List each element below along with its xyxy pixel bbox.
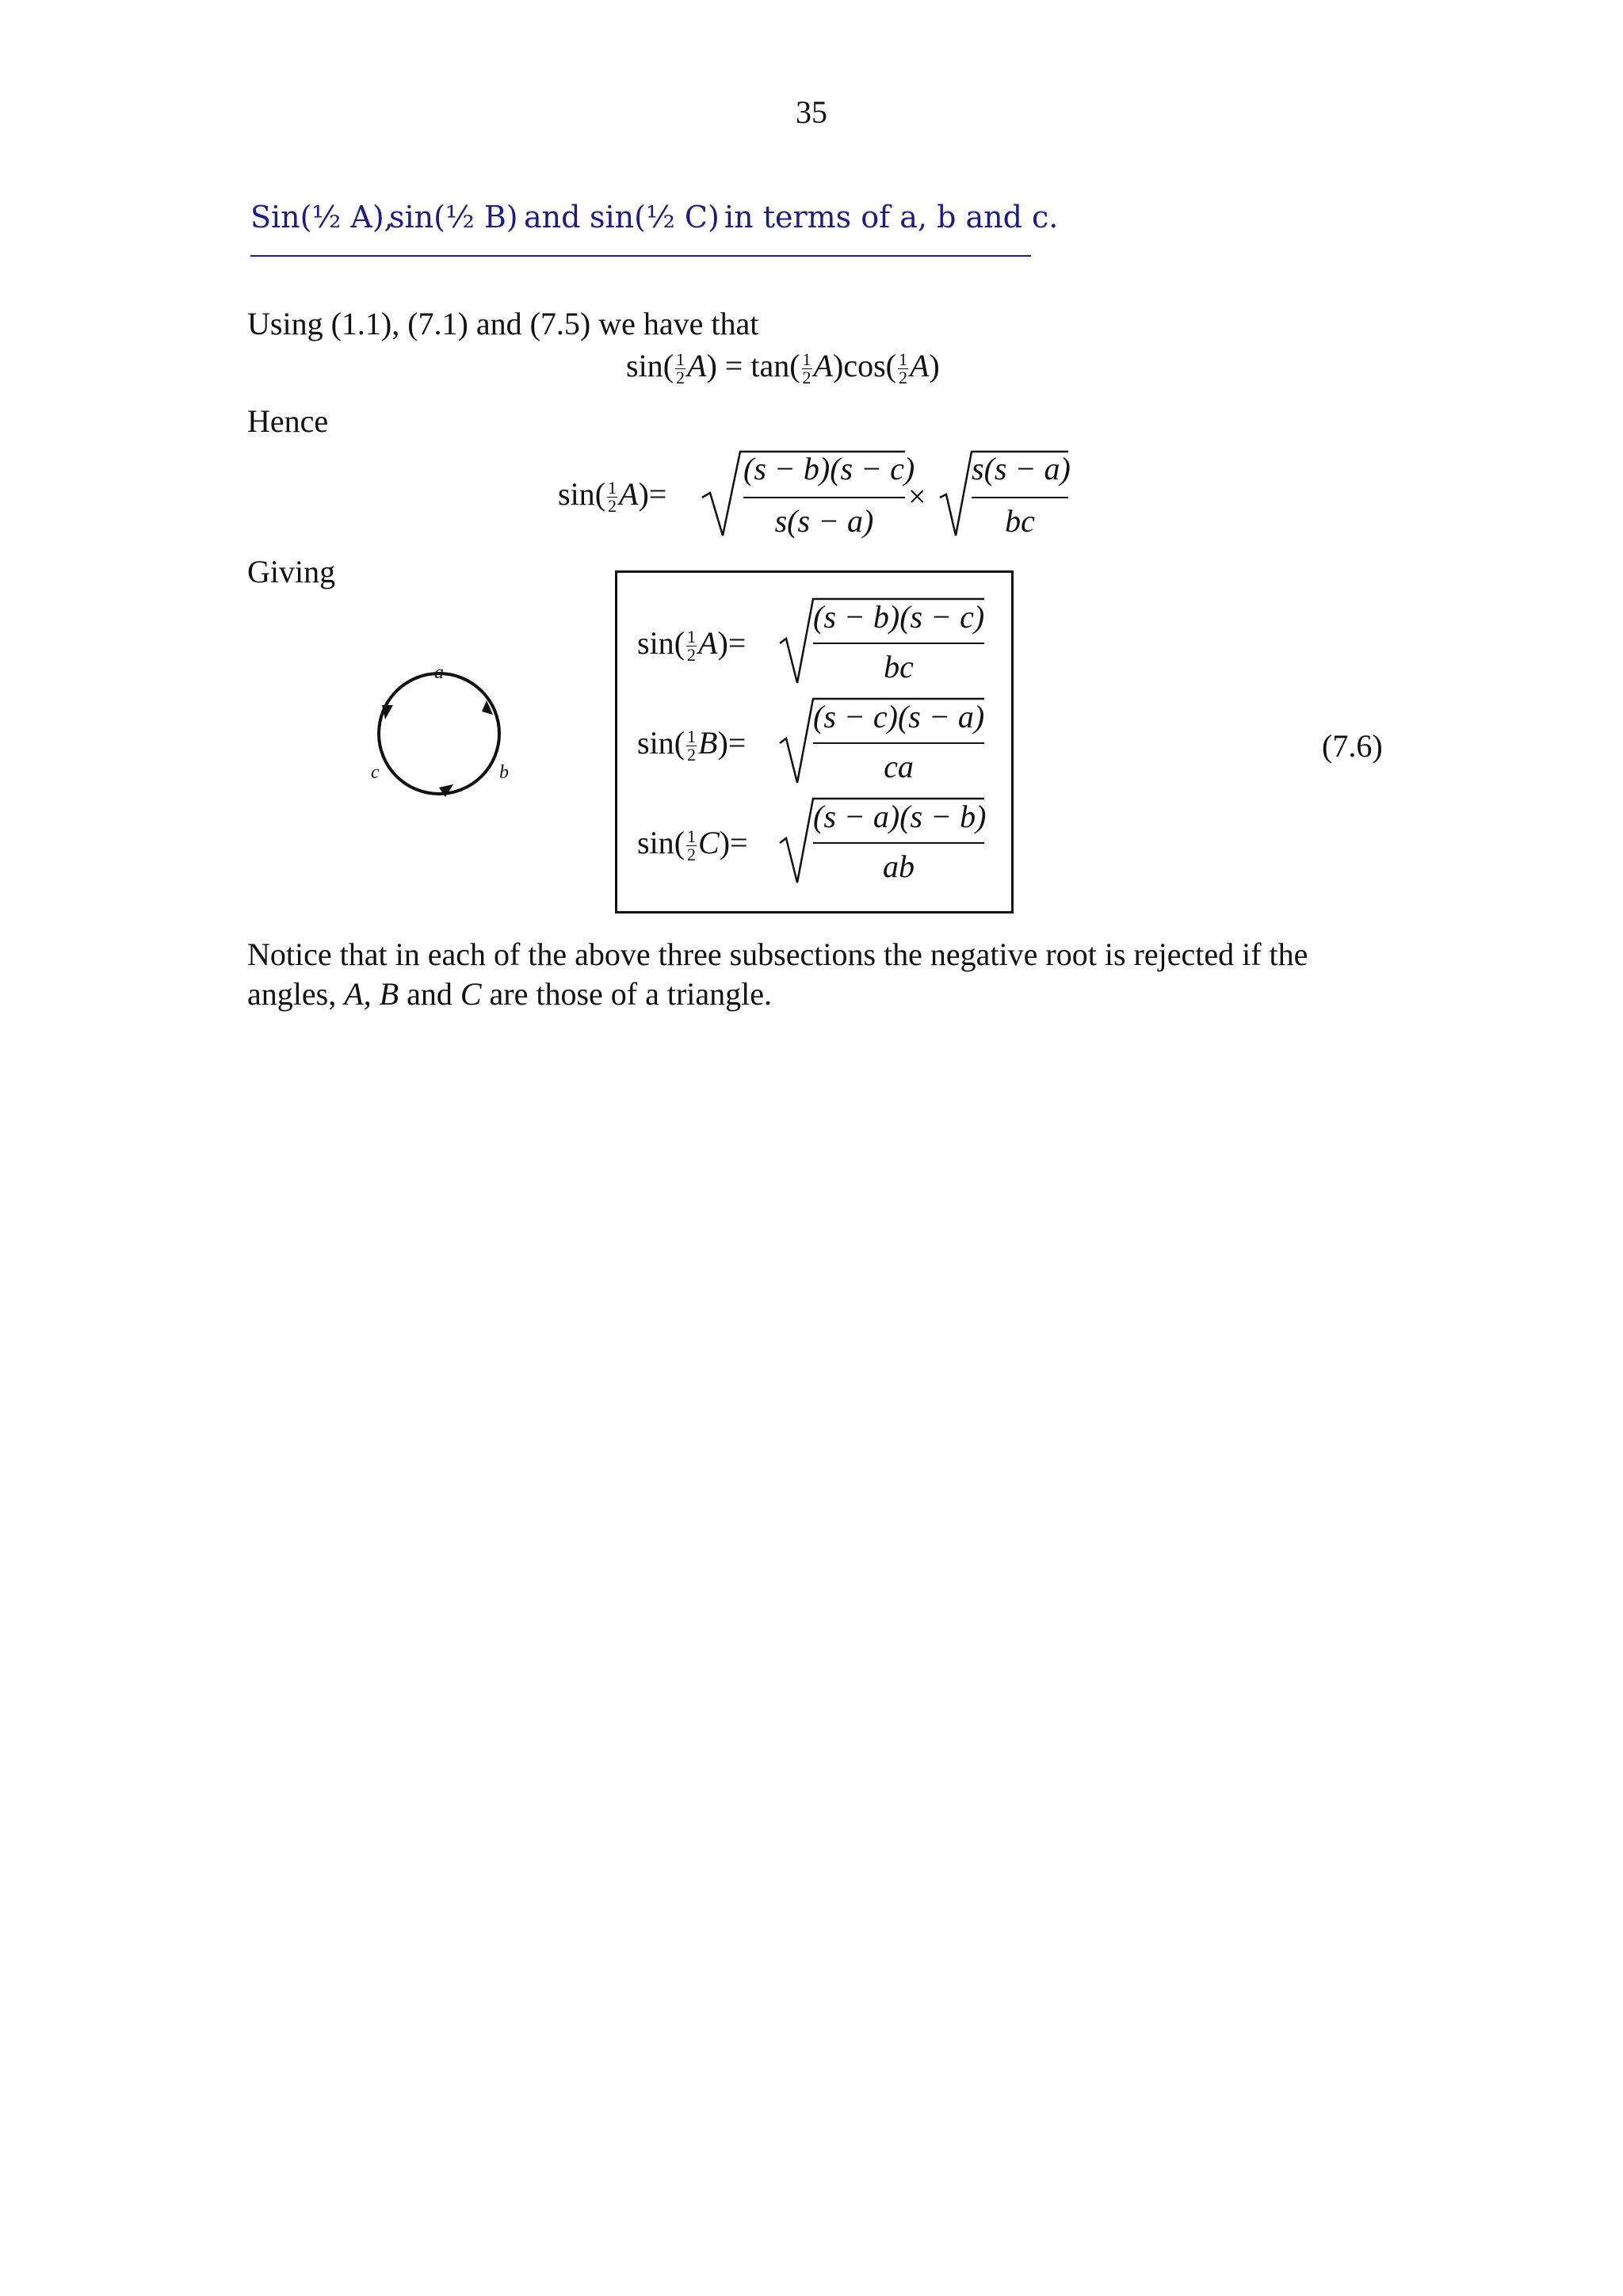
boxed-eq-b-lhs: sin( $\frac{1}{2}$ B)= <box>637 725 747 765</box>
page-number: 35 <box>796 94 827 130</box>
half-num: 1 <box>608 478 617 498</box>
closing-line-1: Notice that in each of the above three subsections the negative root is rejected if the <box>247 936 1308 972</box>
eq2-den1: s(s − a) <box>774 503 874 539</box>
boxed-eq-a-num: (s − b)(s − c) <box>813 599 985 635</box>
heading-part-sin-b: sin(½ B) <box>389 200 518 235</box>
cycle-label-c: c <box>371 762 380 783</box>
half-num: 1 <box>898 349 907 370</box>
half-den: 2 <box>898 368 907 388</box>
eq1-var: A <box>813 348 833 383</box>
eq2-sin: sin <box>558 476 595 512</box>
boxed-eq-c-lhs: sin( $\frac{1}{2}$ C)= <box>637 825 748 865</box>
cycle-label-a: a <box>434 662 444 683</box>
half-fraction <box>898 351 908 387</box>
half-fraction <box>686 628 697 664</box>
eq1-tan: tan <box>750 348 790 383</box>
boxed-eq-a-lhs: sin( $\frac{1}{2}$ A)= <box>637 625 747 666</box>
cycle-circle <box>379 673 499 794</box>
half-den: 2 <box>676 368 685 388</box>
eq2-num2: s(s − a) <box>972 451 1071 486</box>
eq2-times: × <box>908 479 926 514</box>
closing-text-end: are those of a triangle. <box>481 976 773 1012</box>
eq2-var: A <box>619 476 639 512</box>
eq2-num1: (s − b)(s − c) <box>743 451 915 486</box>
eq1-var: A <box>687 348 707 383</box>
eq2-lhs: sin( $\frac{1}{2}$ A)= <box>558 476 667 517</box>
half-fraction <box>686 728 697 764</box>
half-fraction <box>802 351 812 387</box>
equation-tan-cos: sin( $\frac{1}{2}$ A) = tan( $\frac{1}{2}$ A)cos( $\frac{1}{2}$ A) <box>626 348 940 388</box>
half-fraction <box>607 479 617 515</box>
half-fraction <box>675 351 685 387</box>
half-den: 2 <box>687 845 697 865</box>
boxed-eq-b-den: ca <box>884 749 914 784</box>
cycle-diagram <box>366 658 525 808</box>
half-num: 1 <box>687 727 697 747</box>
eq1-cos: cos <box>843 348 886 383</box>
closing-var-a: A, <box>344 976 372 1012</box>
boxed-equals: = <box>727 725 747 761</box>
boxed-sin: sin <box>637 725 674 761</box>
boxed-eq-b-num: (s − c)(s − a) <box>813 699 985 734</box>
half-fraction <box>686 828 697 864</box>
boxed-var-b: B <box>698 725 718 761</box>
eq1-var: A <box>909 348 930 383</box>
heading-part-and: and <box>524 200 581 235</box>
closing-and: and <box>399 976 460 1012</box>
boxed-eq-c-num: (s − a)(s − b) <box>813 799 987 834</box>
heading-part-sin-a: Sin(½ A), <box>250 200 394 235</box>
intro-text: Using (1.1), (7.1) and (7.5) we have that <box>247 306 759 341</box>
boxed-eq-c-den: ab <box>883 849 915 884</box>
half-den: 2 <box>687 745 697 765</box>
heading-part-sin-c: sin(½ C) <box>590 200 720 235</box>
half-num: 1 <box>802 349 812 370</box>
boxed-equals: = <box>730 825 748 860</box>
boxed-sin: sin <box>637 825 674 860</box>
giving-label: Giving <box>247 554 336 589</box>
half-den: 2 <box>802 368 812 388</box>
arrow-head-icon <box>382 705 393 719</box>
section-heading <box>250 198 1059 257</box>
boxed-var-c: C <box>698 825 720 860</box>
half-num: 1 <box>676 349 685 370</box>
half-den: 2 <box>608 496 617 517</box>
heading-part-terms: in terms of a, b and c. <box>724 200 1059 235</box>
closing-text: angles, <box>247 976 345 1012</box>
half-den: 2 <box>687 645 697 666</box>
boxed-eq-a-den: bc <box>884 649 914 685</box>
eq1-equals: = <box>724 348 743 383</box>
eq2-den2: bc <box>1005 503 1035 539</box>
boxed-equals: = <box>727 625 747 661</box>
eq1-sin: sin <box>626 348 663 383</box>
half-num: 1 <box>687 627 697 647</box>
closing-var-b: B <box>379 976 399 1012</box>
closing-var-c: C <box>460 976 482 1012</box>
hence-label: Hence <box>247 403 329 439</box>
boxed-sin: sin <box>637 625 674 661</box>
boxed-var-a: A <box>698 625 718 661</box>
equation-number: (7.6) <box>1322 728 1383 764</box>
cycle-label-b: b <box>499 762 509 783</box>
half-num: 1 <box>687 826 697 847</box>
eq2-equals: = <box>648 476 667 512</box>
closing-paragraph <box>247 935 1388 1014</box>
